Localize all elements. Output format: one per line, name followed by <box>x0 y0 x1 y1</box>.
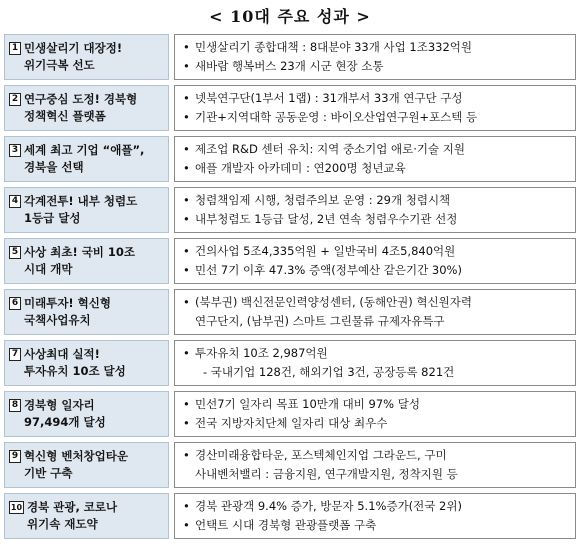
heading-line: 연구중심 도정! 경북형 <box>24 92 138 106</box>
detail-item <box>183 108 569 127</box>
achievement-row <box>4 238 576 284</box>
bullet-icon: • <box>183 518 190 532</box>
detail-item <box>183 140 569 159</box>
detail-item <box>183 344 569 363</box>
achievement-heading <box>4 187 169 233</box>
achievement-details <box>174 187 576 233</box>
achievement-details <box>174 34 576 80</box>
detail-text: 제조업 R&D 센터 유치: 지역 중소기업 애로·기술 지원 <box>195 142 466 156</box>
bullet-icon: • <box>183 193 190 207</box>
achievement-details <box>174 340 576 386</box>
detail-text: 내부청렴도 1등급 달성, 2년 연속 청렴우수기관 선정 <box>195 212 458 226</box>
detail-item <box>183 242 569 261</box>
heading-line: 사상최대 실적! <box>24 347 100 361</box>
achievement-row <box>4 493 576 539</box>
bullet-icon: • <box>183 499 190 513</box>
bullet-icon: • <box>183 263 190 277</box>
detail-item <box>183 38 569 57</box>
achievement-heading <box>4 34 169 80</box>
heading-line: 기반 구축 <box>24 466 73 480</box>
item-number-box: 4 <box>9 195 21 208</box>
achievement-row <box>4 289 576 335</box>
item-number-box: 10 <box>10 503 23 512</box>
item-number-box: 5 <box>9 246 21 259</box>
achievement-heading <box>4 493 169 539</box>
detail-text: 넷북연구단(1부서 1랩) : 31개부서 33개 연구단 구성 <box>195 91 463 105</box>
achievement-details <box>174 493 576 539</box>
detail-text: 민선7기 일자리 목표 10만개 대비 97% 달성 <box>195 397 420 411</box>
page-title: < 10대 주요 성과 > <box>209 7 371 26</box>
bullet-icon <box>183 465 195 484</box>
detail-item <box>183 191 569 210</box>
detail-text: 민선 7기 이후 47.3% 증액(정부예산 같은기간 30%) <box>195 263 462 277</box>
item-number-box: 1 <box>9 42 21 55</box>
achievement-row <box>4 187 576 233</box>
detail-item <box>183 465 569 484</box>
detail-item <box>183 516 569 535</box>
heading-line: 투자유치 10조 달성 <box>24 364 126 378</box>
item-number-box: 9 <box>9 450 21 463</box>
achievement-details <box>174 391 576 437</box>
detail-text: 언택트 시대 경북형 관광플랫폼 구축 <box>195 518 377 532</box>
heading-line: 미래투자! 혁신형 <box>24 296 112 310</box>
item-number-box: 2 <box>9 93 21 106</box>
heading-line: 시대 개막 <box>24 262 73 276</box>
achievement-row <box>4 85 576 131</box>
achievement-details <box>174 442 576 488</box>
achievement-row <box>4 340 576 386</box>
heading-line: 1등급 달성 <box>24 211 81 225</box>
detail-text: - 국내기업 128건, 해외기업 3건, 공장등록 821건 <box>203 365 455 379</box>
bullet-icon: • <box>183 448 190 462</box>
bullet-icon: • <box>183 40 190 54</box>
detail-item <box>183 395 569 414</box>
detail-text: 기관+지역대학 공동운영 : 바이오산업연구원+포스텍 등 <box>195 110 478 124</box>
bullet-icon: • <box>183 59 190 73</box>
detail-item <box>183 414 569 433</box>
detail-text: 애플 개발자 아카데미 : 연200명 청년교육 <box>195 161 406 175</box>
detail-item <box>183 446 569 465</box>
item-number-box: 6 <box>9 297 21 310</box>
bullet-icon: • <box>183 110 190 124</box>
item-number-box: 3 <box>9 144 21 157</box>
heading-line: 경북을 선택 <box>24 160 84 174</box>
detail-text: (북부권) 백신전문인력양성센터, (동해안권) 혁신원자력 <box>195 295 472 309</box>
bullet-icon: • <box>183 295 190 309</box>
heading-line: 위기극복 선도 <box>24 58 95 72</box>
achievement-heading <box>4 391 169 437</box>
achievement-details <box>174 85 576 131</box>
detail-text: 경산미래융합타운, 포스텍체인지업 그라운드, 구미 <box>195 448 447 462</box>
achievement-row <box>4 391 576 437</box>
achievement-row <box>4 136 576 182</box>
detail-item <box>183 312 569 331</box>
detail-item <box>183 210 569 229</box>
bullet-icon: • <box>183 91 190 105</box>
heading-line: 각계전투! 내부 청렴도 <box>24 194 138 208</box>
heading-line: 경북 관광, 코로나 <box>27 500 118 514</box>
detail-text: 청렴책임제 시행, 청렴주의보 운영 : 29개 청렴시책 <box>195 193 451 207</box>
achievement-heading <box>4 85 169 131</box>
detail-text: 사내벤처밸리 : 금융지원, 연구개발지원, 정착지원 등 <box>195 467 458 481</box>
achievement-row <box>4 34 576 80</box>
achievement-heading <box>4 442 169 488</box>
bullet-icon: • <box>183 161 190 175</box>
detail-item <box>183 57 569 76</box>
bullet-icon: • <box>183 346 190 360</box>
bullet-icon <box>183 363 195 382</box>
bullet-icon: • <box>183 416 190 430</box>
achievement-heading <box>4 289 169 335</box>
achievement-details <box>174 136 576 182</box>
bullet-icon: • <box>183 244 190 258</box>
detail-text: 투자유치 10조 2,987억원 <box>195 346 328 360</box>
achievement-heading <box>4 340 169 386</box>
achievement-row <box>4 442 576 488</box>
heading-line: 97,494개 달성 <box>24 415 106 429</box>
heading-line: 민생살리기 대장정! <box>24 41 123 55</box>
detail-text: 경북 관광객 9.4% 증가, 방문자 5.1%증가(전국 2위) <box>195 499 462 513</box>
detail-item <box>183 159 569 178</box>
heading-line: 정책혁신 플랫폼 <box>24 109 106 123</box>
achievement-details <box>174 289 576 335</box>
detail-text: 전국 지방자치단체 일자리 대상 최우수 <box>195 416 388 430</box>
heading-line: 사상 최초! 국비 10조 <box>24 245 136 259</box>
achievement-details <box>174 238 576 284</box>
detail-text: 민생살리기 종합대책 : 8대분야 33개 사업 1조332억원 <box>195 40 472 54</box>
detail-item <box>183 363 569 382</box>
item-number-box: 7 <box>9 348 21 361</box>
heading-line: 위기속 재도약 <box>27 517 98 531</box>
bullet-icon: • <box>183 212 190 226</box>
heading-line: 경북형 일자리 <box>24 398 95 412</box>
detail-text: 새바람 행복버스 23개 시군 현장 소통 <box>195 59 384 73</box>
achievement-heading <box>4 238 169 284</box>
bullet-icon <box>183 312 195 331</box>
item-number-box: 8 <box>9 399 21 412</box>
heading-line: 국책사업유치 <box>24 313 91 327</box>
achievements-table <box>4 34 576 544</box>
detail-item <box>183 89 569 108</box>
heading-line: 혁신형 벤처창업타운 <box>24 449 128 463</box>
heading-line: 세계 최고 기업 “애플”, <box>24 143 145 157</box>
detail-item <box>183 293 569 312</box>
detail-item <box>183 261 569 280</box>
detail-text: 연구단지, (남부권) 스마트 그린물류 규제자유특구 <box>195 314 445 328</box>
bullet-icon: • <box>183 142 190 156</box>
bullet-icon: • <box>183 397 190 411</box>
detail-text: 건의사업 5조4,335억원 + 일반국비 4조5,840억원 <box>195 244 456 258</box>
achievement-heading <box>4 136 169 182</box>
